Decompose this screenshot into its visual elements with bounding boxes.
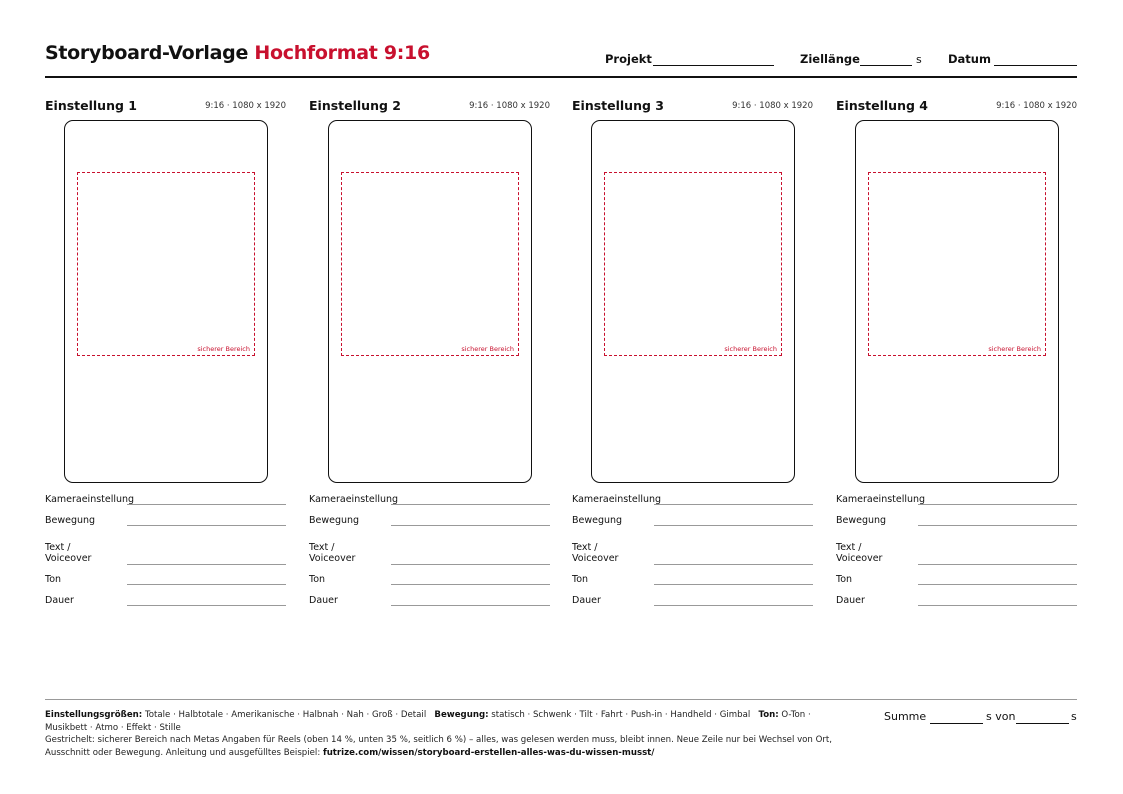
sound-field[interactable] <box>654 584 813 585</box>
movement-label: Bewegung <box>836 515 887 526</box>
project-label: Projekt <box>605 52 652 66</box>
shot-title: Einstellung 1 <box>45 98 137 113</box>
sum-total-field[interactable] <box>1016 723 1069 724</box>
shot-title: Einstellung 3 <box>572 98 664 113</box>
phone-frame[interactable] <box>64 120 268 483</box>
page-title <box>45 42 430 64</box>
guide-link[interactable]: futrize.com/wissen/storyboard-erstellen-alles-was-du-wissen-musst/ <box>322 747 655 758</box>
movement-label: Bewegung <box>572 515 623 526</box>
safe-area-label: sicherer Bereich <box>724 345 777 353</box>
safe-area-label: sicherer Bereich <box>461 345 514 353</box>
footer-note: Gestrichelt: sicherer Bereich nach Metas Angaben für Reels (oben 14 %, unten 35 %, seitlich 6 %) – alles, was gelesen werden muss, bleibt innen. Neue Zeile nur bei Wechsel von Ort, Ausschnitt oder Bewegung. Anleitung und ausgefülltes Beispiel: <box>45 735 832 758</box>
sound-label: Ton <box>45 574 62 585</box>
duration-field[interactable] <box>391 605 550 606</box>
sum-of-label: s von <box>986 710 1016 723</box>
safe-area-label: sicherer Bereich <box>197 345 250 353</box>
sound-legend-label: Ton: <box>758 710 779 720</box>
movement-label: Bewegung <box>45 515 96 526</box>
camera-label: Kameraeinstellung <box>836 494 926 505</box>
safe-area-label: sicherer Bereich <box>988 345 1041 353</box>
sound-legend-text: O-Ton · Musikbett · Atmo · Effekt · Stille <box>45 710 811 733</box>
date-field[interactable] <box>994 65 1077 66</box>
sum-field[interactable] <box>930 723 983 724</box>
movement-legend-label: Bewegung: <box>434 710 489 720</box>
sound-label: Ton <box>572 574 589 585</box>
target-length-field[interactable] <box>860 65 912 66</box>
duration-field[interactable] <box>654 605 813 606</box>
duration-label: Dauer <box>309 595 338 606</box>
duration-label: Dauer <box>836 595 865 606</box>
sizes-text: Totale · Halbtotale · Amerikanische · Halbnah · Nah · Groß · Detail <box>144 710 427 720</box>
text-voiceover-field[interactable] <box>918 564 1077 565</box>
sound-label: Ton <box>836 574 853 585</box>
camera-field[interactable] <box>918 504 1077 505</box>
text-voiceover-label: Text / Voiceover <box>309 542 356 564</box>
sound-label: Ton <box>309 574 326 585</box>
text-voiceover-field[interactable] <box>127 564 286 565</box>
phone-frame[interactable] <box>855 120 1059 483</box>
sound-field[interactable] <box>127 584 286 585</box>
shot-title: Einstellung 4 <box>836 98 928 113</box>
sound-field[interactable] <box>391 584 550 585</box>
sound-field[interactable] <box>918 584 1077 585</box>
camera-field[interactable] <box>391 504 550 505</box>
camera-field[interactable] <box>654 504 813 505</box>
sum-unit: s <box>1071 710 1077 723</box>
duration-label: Dauer <box>572 595 601 606</box>
shot-dimensions: 9:16 · 1080 x 1920 <box>996 101 1077 111</box>
text-voiceover-label: Text / Voiceover <box>572 542 619 564</box>
phone-frame[interactable] <box>328 120 532 483</box>
phone-frame[interactable] <box>591 120 795 483</box>
sum-label: Summe <box>884 710 927 723</box>
safe-area <box>868 172 1046 356</box>
duration-field[interactable] <box>918 605 1077 606</box>
movement-field[interactable] <box>918 525 1077 526</box>
title-accent: Hochformat 9:16 <box>254 42 430 64</box>
title-main: Storyboard-Vorlage <box>45 42 249 64</box>
footer-legend <box>45 709 855 759</box>
duration-label: Dauer <box>45 595 74 606</box>
page-header <box>45 42 1077 78</box>
movement-legend-text: statisch · Schwenk · Tilt · Fahrt · Push-in · Handheld · Gimbal <box>491 710 751 720</box>
camera-label: Kameraeinstellung <box>45 494 135 505</box>
sizes-label: Einstellungsgrößen: <box>45 710 143 720</box>
camera-field[interactable] <box>127 504 286 505</box>
camera-label: Kameraeinstellung <box>309 494 399 505</box>
movement-field[interactable] <box>391 525 550 526</box>
safe-area <box>77 172 255 356</box>
date-label: Datum <box>948 52 991 66</box>
movement-field[interactable] <box>127 525 286 526</box>
safe-area <box>604 172 782 356</box>
shot-dimensions: 9:16 · 1080 x 1920 <box>205 101 286 111</box>
shot-dimensions: 9:16 · 1080 x 1920 <box>732 101 813 111</box>
camera-label: Kameraeinstellung <box>572 494 662 505</box>
duration-field[interactable] <box>127 605 286 606</box>
text-voiceover-label: Text / Voiceover <box>45 542 92 564</box>
text-voiceover-field[interactable] <box>654 564 813 565</box>
footer-divider <box>45 699 1077 700</box>
text-voiceover-field[interactable] <box>391 564 550 565</box>
safe-area <box>341 172 519 356</box>
target-length-unit: s <box>916 53 922 66</box>
movement-field[interactable] <box>654 525 813 526</box>
movement-label: Bewegung <box>309 515 360 526</box>
text-voiceover-label: Text / Voiceover <box>836 542 883 564</box>
shot-title: Einstellung 2 <box>309 98 401 113</box>
target-length-label: Ziellänge <box>800 52 860 66</box>
project-field[interactable] <box>653 65 774 66</box>
shot-dimensions: 9:16 · 1080 x 1920 <box>469 101 550 111</box>
